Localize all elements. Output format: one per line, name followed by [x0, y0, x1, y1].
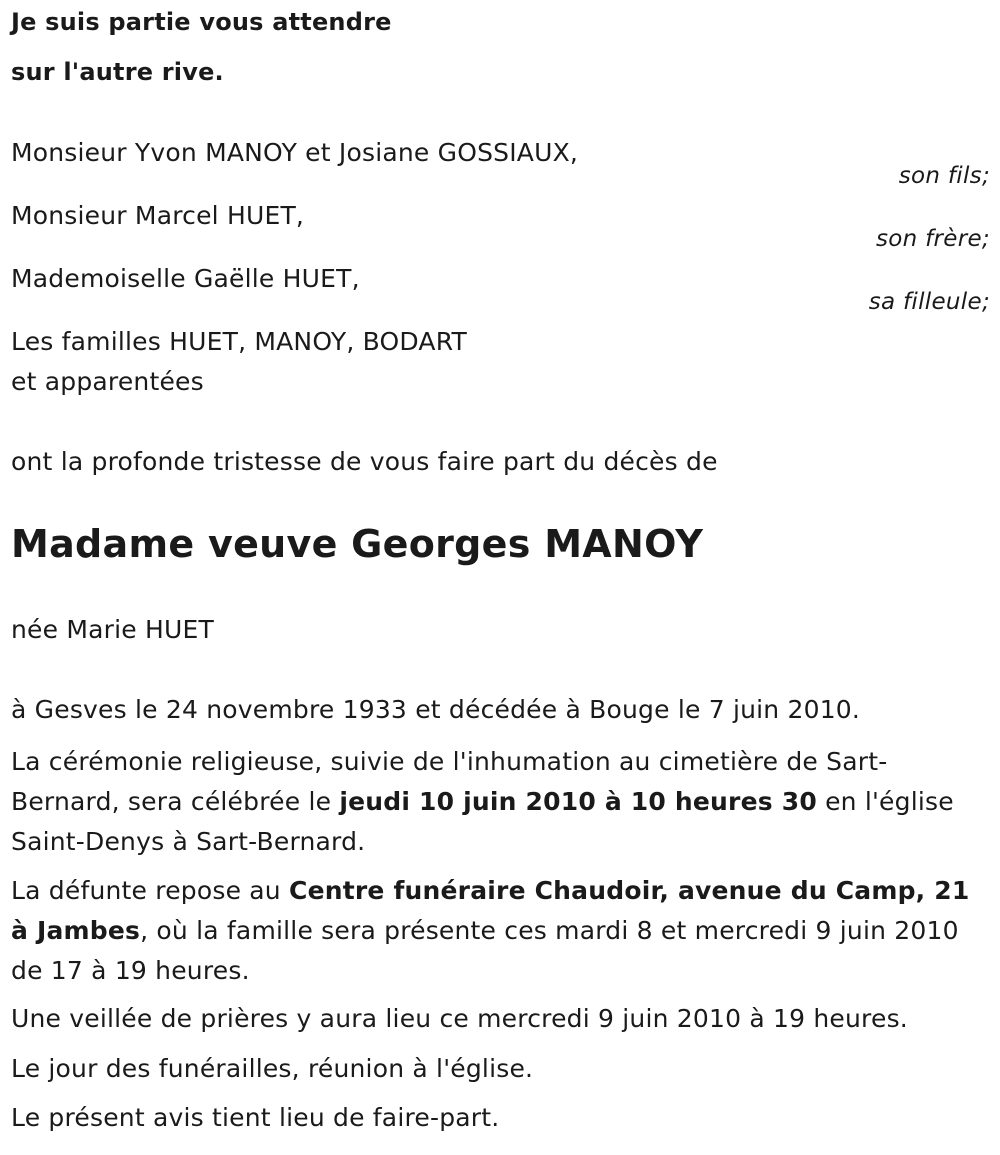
ceremony-date: jeudi 10 juin 2010 à 10 heures 30: [339, 787, 817, 816]
family-member-name: Monsieur Marcel HUET,: [11, 201, 305, 230]
repose-text: La défunte repose au: [11, 876, 290, 905]
epitaph-line-2: sur l'autre rive.: [11, 58, 224, 86]
vigil-line: Une veillée de prières y aura lieu ce mercredi 9 juin 2010 à 19 heures.: [11, 1004, 908, 1033]
announcement: ont la profonde tristesse de vous faire part du décès de: [11, 447, 718, 476]
deceased-name: Madame veuve Georges MANOY: [11, 522, 704, 566]
repose-location: Centre funéraire Chaudoir, avenue du Camp, 21 à Jambes: [11, 876, 970, 945]
family-member-name: Mademoiselle Gaëlle HUET,: [11, 264, 360, 293]
family-member-relation: sa filleule;: [868, 289, 990, 315]
family-member-name: Monsieur Yvon MANOY et Josiane GOSSIAUX,: [11, 138, 579, 167]
birth-death-line: à Gesves le 24 novembre 1933 et décédée à Bouge le 7 juin 2010.: [11, 695, 861, 724]
ceremony-paragraph: [11, 742, 986, 862]
funeral-day-line: Le jour des funérailles, réunion à l'église.: [11, 1054, 534, 1083]
family-member-relation: son frère;: [875, 226, 990, 252]
repose-paragraph: [11, 871, 986, 991]
epitaph-line-1: Je suis partie vous attendre: [11, 8, 392, 36]
repose-hours: , où la famille sera présente ces mardi 8 et mercredi 9 juin 2010 de 17 à 19 heures.: [11, 916, 959, 985]
families-line-2: et apparentées: [11, 367, 204, 396]
ceremony-text: La cérémonie religieuse, suivie de l'inhumation au cimetière de Sart-Bernard, sera célébrée le: [11, 747, 888, 816]
families-line-1: Les familles HUET, MANOY, BODART: [11, 327, 467, 356]
notice-line: Le présent avis tient lieu de faire-part.: [11, 1103, 500, 1132]
family-member-relation: son fils;: [898, 163, 990, 189]
birth-name: née Marie HUET: [11, 615, 214, 644]
ceremony-location: en l'église Saint-Denys à Sart-Bernard.: [11, 787, 954, 856]
